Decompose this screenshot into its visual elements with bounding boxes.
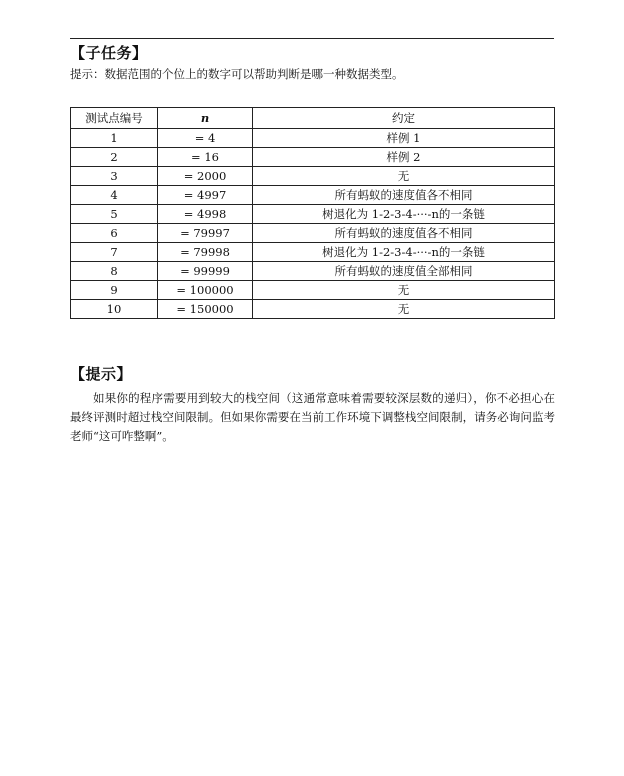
tips-heading: 【提示】 (70, 365, 133, 383)
col-header-n-label: n (200, 111, 210, 125)
table-row (71, 224, 555, 243)
table-row (71, 148, 555, 167)
cell-note: 所有蚂蚁的速度值全部相同 (253, 262, 555, 281)
cell-id: 3 (71, 167, 158, 186)
cell-note: 无 (253, 167, 555, 186)
col-header-note: 约定 (253, 108, 555, 129)
cell-id: 10 (71, 300, 158, 319)
cell-note: 树退化为 1-2-3-4-···-n的一条链 (253, 243, 555, 262)
cell-n: = 4998 (158, 205, 253, 224)
table-row (71, 205, 555, 224)
cell-n: = 2000 (158, 167, 253, 186)
cell-id: 7 (71, 243, 158, 262)
col-header-n (158, 108, 253, 129)
table-row (71, 243, 555, 262)
cell-note: 样例 1 (253, 129, 555, 148)
table-row (71, 167, 555, 186)
table-header-row (71, 108, 555, 129)
cell-note: 样例 2 (253, 148, 555, 167)
cell-note: 无 (253, 300, 555, 319)
table-row (71, 129, 555, 148)
cell-note: 树退化为 1-2-3-4-···-n的一条链 (253, 205, 555, 224)
cell-id: 6 (71, 224, 158, 243)
cell-n: = 100000 (158, 281, 253, 300)
table-row (71, 262, 555, 281)
cell-n: = 79997 (158, 224, 253, 243)
table-row (71, 186, 555, 205)
cell-id: 2 (71, 148, 158, 167)
cell-n: = 79998 (158, 243, 253, 262)
subtask-table (70, 107, 555, 319)
subtask-heading: 【子任务】 (70, 44, 148, 62)
cell-note: 所有蚂蚁的速度值各不相同 (253, 186, 555, 205)
cell-id: 8 (71, 262, 158, 281)
cell-id: 4 (71, 186, 158, 205)
cell-n: = 4 (158, 129, 253, 148)
tips-paragraph: 如果你的程序需要用到较大的栈空间（这通常意味着需要较深层数的递归），你不必担心在最终评测时超过栈空间限制。但如果你需要在当前工作环境下调整栈空间限制，请务必询问监考老师“这可咋整啊”。 (70, 391, 555, 443)
cell-id: 5 (71, 205, 158, 224)
cell-n: = 99999 (158, 262, 253, 281)
cell-id: 1 (71, 129, 158, 148)
cell-note: 所有蚂蚁的速度值各不相同 (253, 224, 555, 243)
cell-n: = 4997 (158, 186, 253, 205)
cell-id: 9 (71, 281, 158, 300)
subtask-hint: 提示：数据范围的个位上的数字可以帮助判断是哪一种数据类型。 (70, 67, 404, 81)
table-row (71, 281, 555, 300)
col-header-id: 测试点编号 (71, 108, 158, 129)
top-rule (70, 38, 554, 39)
table-row (71, 300, 555, 319)
cell-n: = 150000 (158, 300, 253, 319)
cell-n: = 16 (158, 148, 253, 167)
cell-note: 无 (253, 281, 555, 300)
